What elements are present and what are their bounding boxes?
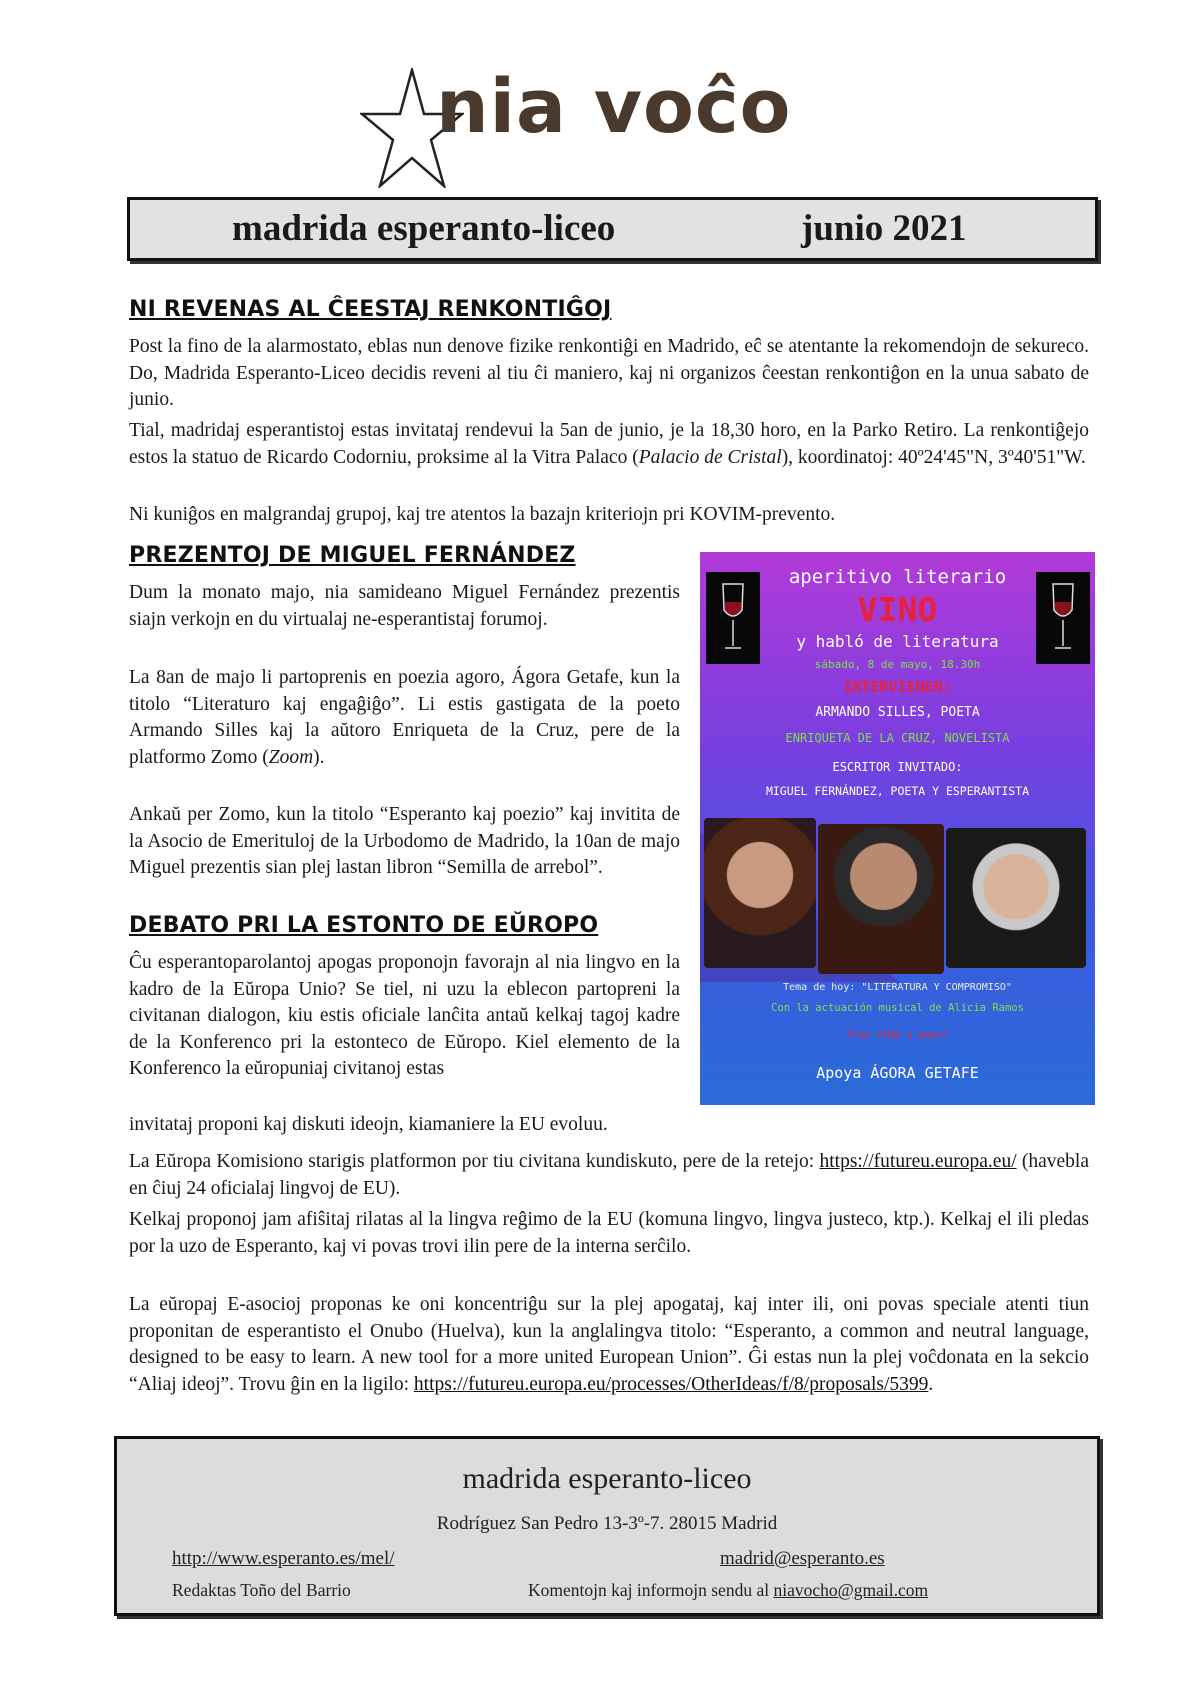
masthead-organization: madrida esperanto-liceo <box>232 208 616 249</box>
paragraph: La eŭropaj E-asocioj proponas ke oni koncentriĝu sur la plej apogataj, kaj inter ili, oni povas speciale atenti tiun proponitan de esperantisto el Onubo (Huelva), kun la anglalingva titolo: “Esperanto, a common and neutral language, designed to be easy to learn. A new tool for a more united European Union”. Ĝi estas nun la plej voĉdonata en la sekcio “Aliaj ideoj”. Trovu ĝin en la ligilo: https://futureu.europa.eu/processes/OtherIdeas/f/8/proposals/5399. <box>129 1294 1089 1395</box>
poster-line: sábado, 8 de mayo, 18.30h <box>814 658 981 671</box>
newsletter-title: nia voĉo <box>436 64 792 150</box>
poster-line: ARMANDO SILLES, POETA <box>815 705 980 720</box>
paragraph: invitataj proponi kaj diskuti ideojn, kiamaniere la EU evoluu. <box>129 1114 608 1135</box>
poster-line: Con la actuación musical de Alicia Ramos <box>771 1002 1024 1014</box>
futureu-link[interactable]: https://futureu.europa.eu/ <box>819 1151 1017 1172</box>
footer-editor: Redaktas Toño del Barrio <box>172 1580 351 1600</box>
paragraph: Tial, madridaj esperantistoj estas invitataj rendevui la 5an de junio, je la 18,30 horo, en la Parko Retiro. La renkontiĝejo estos la statuo de Ricardo Codorniu, proksime al la Vitra Palaco (Palacio de Cristal), koordinatoj: 40º24'45"N, 3º40'51"W. <box>129 420 1089 468</box>
footer-contact: Komentojn kaj informojn sendu al niavocho@gmail.com <box>528 1580 929 1600</box>
poster-line: INTERVIENEN: <box>843 678 952 696</box>
section-heading-presentations: PREZENTOJ DE MIGUEL FERNÁNDEZ <box>129 543 576 568</box>
paragraph: Ankaŭ per Zomo, kun la titolo “Esperanto kaj poezio” kaj invitita de la Asocio de Emerituloj de la Urbodomo de Madrido, la 10an de majo Miguel prezentis sian plej lastan libron “Semilla de arrebol”. <box>129 804 680 878</box>
poster-line: VINO <box>857 590 938 629</box>
portrait-photo <box>946 828 1086 968</box>
contact-email-link[interactable]: niavocho@gmail.com <box>773 1580 929 1600</box>
section-heading-europe-debate: DEBATO PRI LA ESTONTO DE EŬROPO <box>129 913 599 938</box>
paragraph: La Eŭropa Komisiono starigis platformon por tiu civitana kundiskuto, pere de la retejo: https://futureu.europa.eu/ (havebla en ĉiuj 24 oficialaj lingvoj de EU). <box>129 1151 1090 1199</box>
footer-address: Rodríguez San Pedro 13-3º-7. 28015 Madrid <box>436 1513 778 1534</box>
paragraph: Ni kuniĝos en malgrandaj grupoj, kaj tre atentos la bazajn kriteriojn pri KOVIM-prevento. <box>129 504 836 525</box>
email-link[interactable]: madrid@esperanto.es <box>720 1548 885 1569</box>
paragraph: Kelkaj proponoj jam afiŝitaj rilatas al la lingva reĝimo de la EU (komuna lingvo, lingva justeco, ktp.). Kelkaj el ili pledas por la uzo de Esperanto, kaj vi povas trovi ilin pere de la interna serĉilo. <box>129 1209 1089 1257</box>
poster-line: Apoya ÁGORA GETAFE <box>816 1064 979 1082</box>
poster-line: ESCRITOR INVITADO: <box>832 760 963 774</box>
poster-line: y habló de literatura <box>796 632 999 651</box>
poster-line: Trae VINO a mano! <box>846 1030 949 1041</box>
portrait-photo <box>818 824 944 974</box>
poster-line: Tema de hoy: "LITERATURA Y COMPROMISO" <box>783 982 1012 993</box>
proposal-link[interactable]: https://futureu.europa.eu/processes/OtherIdeas/f/8/proposals/5399 <box>413 1373 929 1395</box>
paragraph: La 8an de majo li partoprenis en poezia agoro, Ágora Getafe, kun la titolo “Literaturo kaj engaĝiĝo”. Li estis gastigata de la poeto Armando Silles kaj la aŭtoro Enriqueta de la Cruz, pere de la platformo Zomo (Zoom). <box>129 667 680 768</box>
footer-organization: madrida esperanto-liceo <box>462 1462 752 1495</box>
paragraph: Post la fino de la alarmostato, eblas nun denove fizike renkontiĝi en Madrido, eĉ se atentante la rekomendojn de sekureco. Do, Madrida Esperanto-Liceo decidis reveni al tiu ĉi maniero, kaj ni organizos ĉeestan renkontiĝon en la unua sabato de junio. <box>129 336 1089 410</box>
masthead-date: junio 2021 <box>801 208 967 249</box>
paragraph: Dum la monato majo, nia samideano Miguel Fernández prezentis siajn verkojn en du virtualaj ne-esperantistaj forumoj. <box>129 582 680 630</box>
poster-line: MIGUEL FERNÁNDEZ, POETA Y ESPERANTISTA <box>765 784 1030 798</box>
paragraph: Ĉu esperantoparolantoj apogas proponojn favorajn al nia lingvo en la kadro de la Eŭropa Unio? Se tiel, ni uzu la eblecon partopreni la civitanan dialogon, kiu estis oficiale lanĉita antaŭ kelkaj tagoj kadre de la Konferenco pri la estonteco de Eŭropo. Kiel elemento de la Konferenco la eŭropuniaj civitanoj estas <box>129 952 680 1079</box>
section-heading-meetings: NI REVENAS AL ĈEESTAJ RENKONTIĜOJ <box>129 297 612 322</box>
poster-line: ENRIQUETA DE LA CRUZ, NOVELISTA <box>785 731 1010 745</box>
website-link[interactable]: http://www.esperanto.es/mel/ <box>172 1548 395 1569</box>
poster-line: aperitivo literario <box>788 566 1007 588</box>
portrait-photo <box>704 818 816 968</box>
event-poster <box>700 552 1095 1105</box>
